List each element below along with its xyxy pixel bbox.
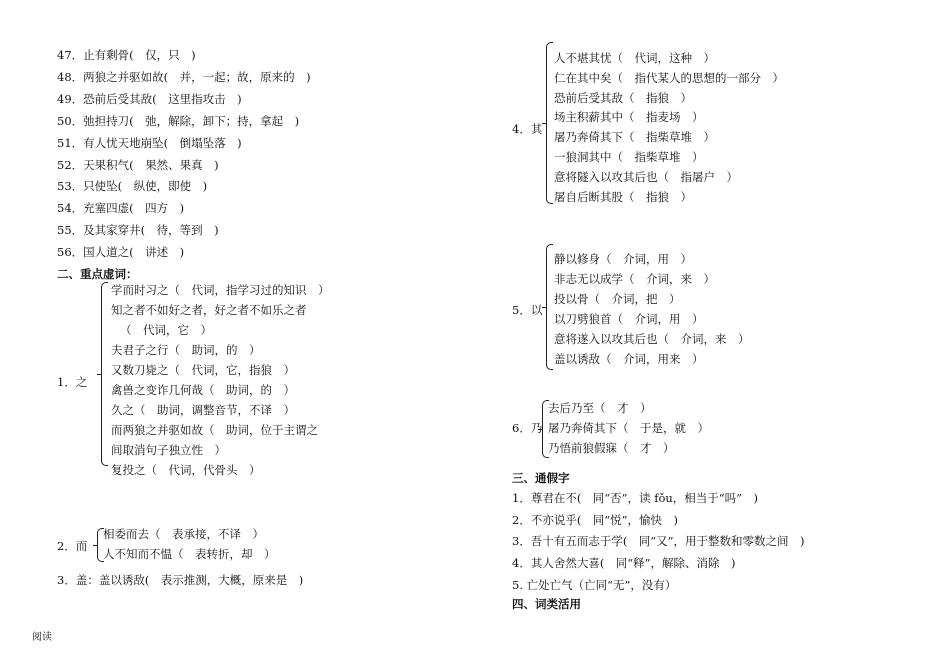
section-heading: 二、重点虚词： [57, 267, 138, 281]
list-item: 4．其人舍然大喜( 同“释”，解除、消除 ) [512, 556, 736, 570]
list-item: 夫君子之行（ 助词，的 ） [111, 343, 261, 357]
list-item: （ 代词，它 ） [120, 323, 212, 337]
brace-zhi [101, 282, 108, 466]
group-label-nai: 6．乃 [512, 421, 543, 435]
list-item: 而两狼之并驱如故（ 助词，位于主谓之 [111, 423, 318, 437]
list-item: 以刀劈狼首（ 介词，用 ） [554, 312, 704, 326]
list-item: 意将遂入以攻其后也（ 介词，来 ） [554, 332, 750, 346]
brace-yi [546, 244, 553, 370]
list-item: 49．恐前后受其敌( 这里指攻击 ) [57, 92, 242, 106]
list-item: 意将隧入以攻其后也（ 指屠户 ） [554, 170, 738, 184]
list-item: 56．国人道之( 讲述 ) [57, 245, 185, 259]
list-item: 又数刀毙之（ 代词，它，指狼 ） [111, 363, 295, 377]
list-item: 一狼洞其中（ 指柴草堆 ） [554, 150, 704, 164]
list-item: 1．尊君在不( 同“否”，读 fǒu，相当于“吗” ) [512, 491, 759, 505]
list-item: 47．止有剩骨( 仅，只 ) [57, 48, 196, 62]
group-label-qi: 4．其 [512, 122, 543, 136]
list-item: 恐前后受其敌（ 指狼 ） [554, 91, 692, 105]
list-item: 2．不亦说乎( 同“悦”，愉快 ) [512, 513, 679, 527]
list-item: 屠乃奔倚其下（ 指柴草堆 ） [554, 130, 715, 144]
list-item: 盖以诱敌（ 介词，用来 ） [554, 352, 704, 366]
group-label-yi: 5．以 [512, 303, 543, 317]
list-item: 间取消句子独立性 ） [111, 443, 226, 457]
list-item: 复投之（ 代词，代骨头 ） [111, 463, 261, 477]
list-item: 屠乃奔倚其下（ 于是，就 ） [548, 421, 709, 435]
list-item: 人不知而不愠（ 表转折，却 ） [103, 547, 276, 561]
list-item: 5. 亡处亡气（亡同“无”，没有） [512, 578, 677, 592]
list-item: 禽兽之变诈几何哉（ 助词，的 ） [111, 383, 295, 397]
list-item: 去后乃至（ 才 ） [548, 401, 652, 415]
list-item: 48．两狼之并驱如故( 并，一起；故，原来的 ) [57, 70, 311, 84]
list-item: 久之（ 助词，调整音节，不译 ） [111, 403, 295, 417]
list-item: 场主积薪其中（ 指麦场 ） [554, 110, 704, 124]
list-item: 静以修身（ 介词，用 ） [554, 252, 692, 266]
list-item: 屠自后断其股（ 指狼 ） [554, 190, 692, 204]
list-item: 3．盖：盖以诱敌( 表示推测，大概，原来是 ) [57, 573, 304, 587]
section-heading: 三、通假字 [512, 471, 570, 485]
list-item: 投以骨（ 介词，把 ） [554, 292, 681, 306]
list-item: 55．及其家穿井( 待，等到 ) [57, 223, 219, 237]
brace-qi [546, 42, 553, 204]
group-label-er: 2．而 [57, 539, 88, 553]
list-item: 非志无以成学（ 介词，来 ） [554, 272, 715, 286]
page-footer: 阅读 [32, 632, 52, 643]
list-item: 乃悟前狼假寐（ 才 ） [548, 441, 675, 455]
list-item: 人不堪其忧（ 代词，这种 ） [554, 51, 715, 65]
list-item: 3．吾十有五而志于学( 同“又”，用于整数和零数之间 ) [512, 534, 805, 548]
list-item: 相委而去（ 表承接，不译 ） [103, 527, 264, 541]
list-item: 54．充塞四虚( 四方 ) [57, 201, 185, 215]
list-item: 学而时习之（ 代词，指学习过的知识 ） [111, 283, 330, 297]
list-item: 52．天果积气( 果然、果真 ) [57, 158, 219, 172]
list-item: 53．只使坠( 纵使，即使 ) [57, 179, 208, 193]
group-label-zhi: 1．之 [57, 375, 88, 389]
list-item: 仁在其中矣（ 指代某人的思想的一部分 ） [554, 71, 784, 85]
list-item: 51．有人忧天地崩坠( 倒塌坠落 ) [57, 136, 242, 150]
section-heading: 四、词类活用 [512, 597, 581, 611]
list-item: 50．弛担持刀( 弛，解除，卸下；持，拿起 ) [57, 114, 300, 128]
list-item: 知之者不如好之者，好之者不如乐之者 [111, 303, 307, 317]
